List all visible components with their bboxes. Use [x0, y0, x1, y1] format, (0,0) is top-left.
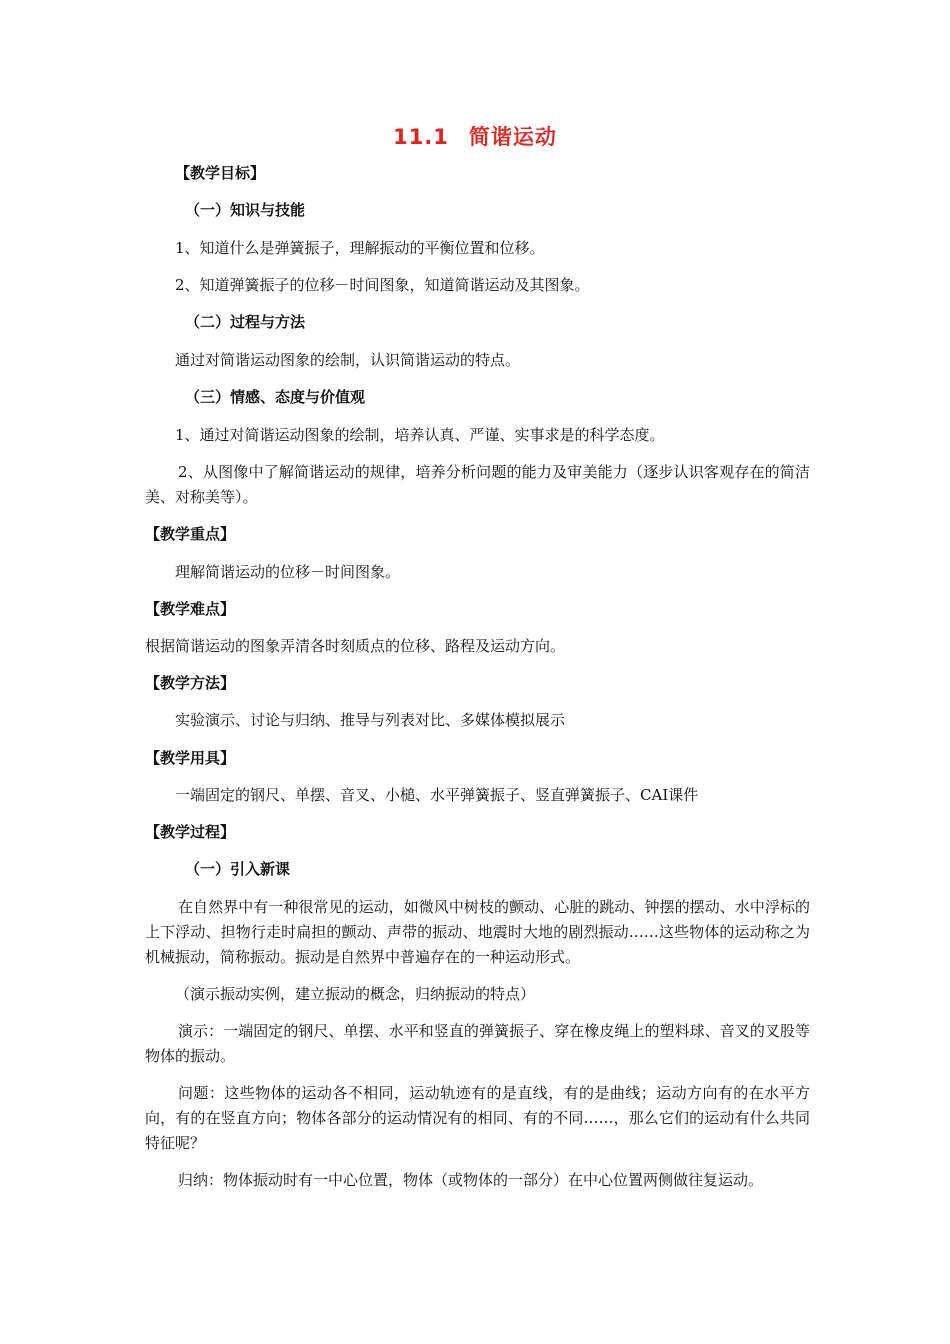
focus-heading: 【教学重点】 [145, 525, 236, 543]
method-heading: 【教学方法】 [145, 674, 236, 692]
emotion-item-1: 1、通过对简谐运动图象的绘制，培养认真、严谨、实事求是的科学态度。 [175, 426, 665, 444]
title-number: 11.1 [393, 125, 449, 149]
tools-heading: 【教学用具】 [145, 749, 236, 767]
process-method-heading: （二）过程与方法 [185, 313, 306, 331]
title-text: 简谐运动 [468, 125, 557, 149]
difficulty-heading: 【教学难点】 [145, 600, 236, 618]
intro-paragraph-3: 演示：一端固定的钢尺、单摆、水平和竖直的弹簧振子、穿在橡皮绳上的塑料球、音叉的叉股等物体的振动。 [145, 1022, 810, 1065]
process-heading: 【教学过程】 [145, 823, 236, 841]
intro-paragraph-1: 在自然界中有一种很常见的运动，如微风中树枝的颤动、心脏的跳动、钟摆的摆动、水中浮标的上下浮动、担物行走时扁担的颤动、声带的振动、地震时大地的剧烈振动……这些物体的运动称之为机械振动，简称振动。振动是自然界中普遍存在的一种运动形式。 [145, 898, 810, 966]
emotion-values-heading: （三）情感、态度与价值观 [185, 388, 366, 406]
tools-text: 一端固定的钢尺、单摆、音叉、小槌、水平弹簧振子、竖直弹簧振子、CAI课件 [175, 786, 699, 804]
page-title [0, 121, 950, 151]
emotion-item-2: 2、从图像中了解简谐运动的规律，培养分析问题的能力及审美能力（逐步认识客观存在的简洁美、对称美等）。 [145, 463, 810, 506]
method-text: 实验演示、讨论与归纳、推导与列表对比、多媒体模拟展示 [175, 711, 566, 729]
process-method-text: 通过对简谐运动图象的绘制，认识简谐运动的特点。 [175, 351, 521, 369]
intro-paragraph-5: 归纳：物体振动时有一中心位置，物体（或物体的一部分）在中心位置两侧做往复运动。 [178, 1171, 764, 1189]
intro-paragraph-2: （演示振动实例，建立振动的概念，归纳振动的特点） [175, 985, 536, 1003]
focus-text: 理解简谐运动的位移－时间图象。 [175, 563, 401, 581]
objectives-heading: 【教学目标】 [175, 164, 266, 182]
difficulty-text: 根据简谐运动的图象弄清各时刻质点的位移、路程及运动方向。 [145, 637, 566, 655]
knowledge-item-1: 1、知道什么是弹簧振子，理解振动的平衡位置和位移。 [175, 239, 545, 257]
intro-paragraph-4: 问题：这些物体的运动各不相同，运动轨迹有的是直线，有的是曲线；运动方向有的在水平方向，有的在竖直方向；物体各部分的运动情况有的相同、有的不同……，那么它们的运动有什么共同特征呢？ [145, 1084, 810, 1152]
knowledge-skills-heading: （一）知识与技能 [185, 201, 306, 219]
intro-heading: （一）引入新课 [185, 860, 291, 878]
knowledge-item-2: 2、知道弹簧振子的位移－时间图象，知道简谐运动及其图象。 [175, 276, 590, 294]
